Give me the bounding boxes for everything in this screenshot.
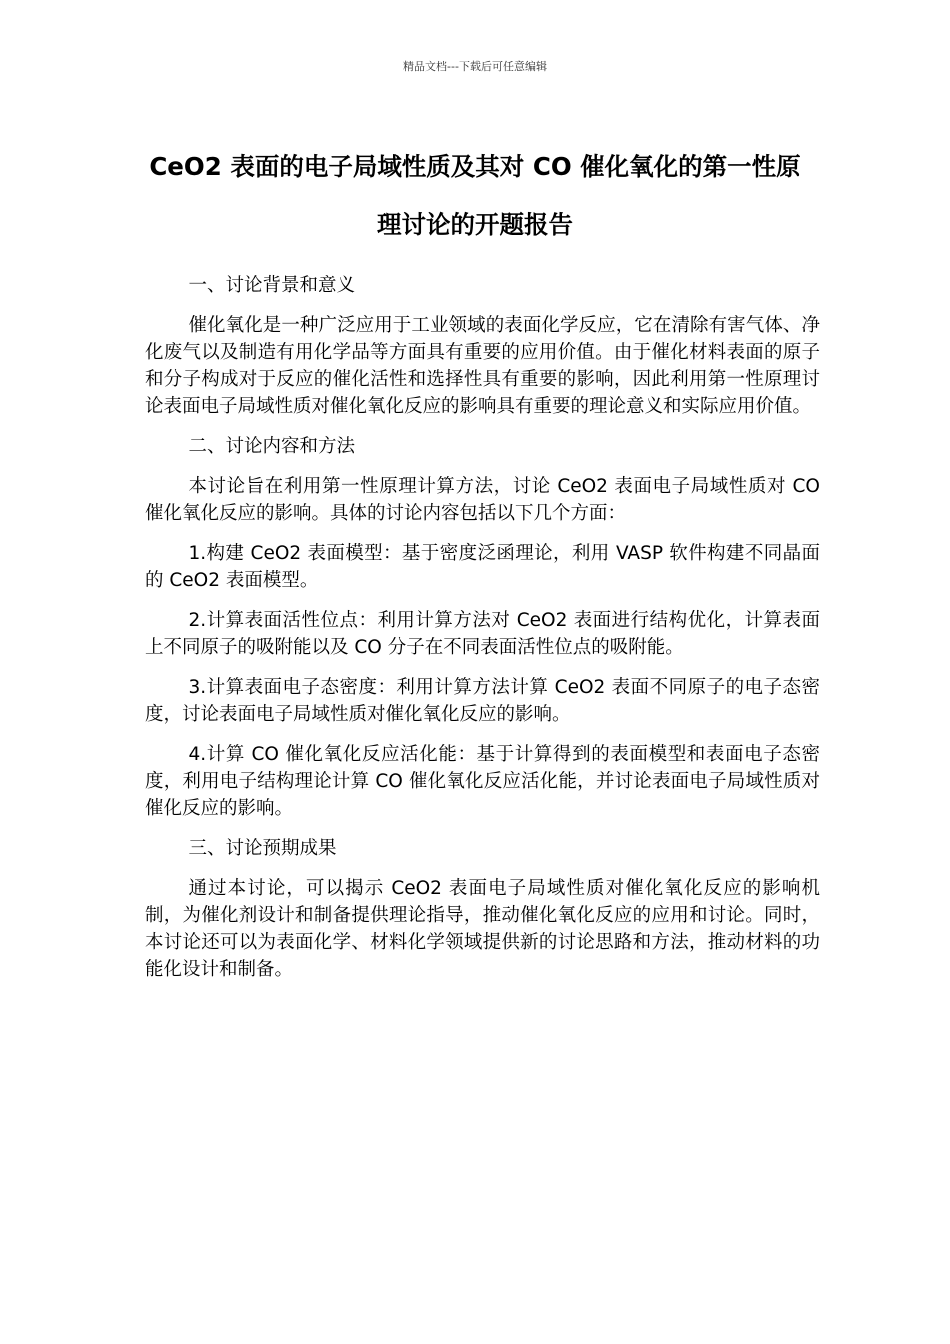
list-item-dos: 3.计算表面电子态密度：利用计算方法计算 CeO2 表面不同原子的电子态密度，讨论表面电子局域性质对催化氧化反应的影响。: [145, 677, 820, 725]
document-body: [145, 272, 820, 996]
paragraph-background: 催化氧化是一种广泛应用于工业领域的表面化学反应，它在清除有害气体、净化废气以及制造有用化学品等方面具有重要的应用价值。由于催化材料表面的原子和分子构成对于反应的催化活性和选择性具有重要的影响，因此利用第一性原理讨论表面电子局域性质对催化氧化反应的影响具有重要的理论意义和实际应用价值。: [145, 315, 820, 417]
list-item-activation-energy: 4.计算 CO 催化氧化反应活化能：基于计算得到的表面模型和表面电子态密度，利用电子结构理论计算 CO 催化氧化反应活化能，并讨论表面电子局域性质对催化反应的影响。: [145, 744, 820, 819]
section-heading-expected-results: 三、讨论预期成果: [188, 838, 337, 859]
section-heading-content-methods: 二、讨论内容和方法: [188, 436, 355, 457]
list-item-model: 1.构建 CeO2 表面模型：基于密度泛函理论，利用 VASP 软件构建不同晶面的 CeO2 表面模型。: [145, 543, 820, 591]
header-note: 精品文档---下载后可任意编辑: [403, 60, 547, 73]
document-title: CeO2 表面的电子局域性质及其对 CO 催化氧化的第一性原理讨论的开题报告: [149, 152, 801, 239]
section-heading-background: 一、讨论背景和意义: [188, 275, 355, 296]
paragraph-content-intro: 本讨论旨在利用第一性原理计算方法，讨论 CeO2 表面电子局域性质对 CO 催化氧化反应的影响。具体的讨论内容包括以下几个方面：: [145, 476, 820, 524]
list-item-active-sites: 2.计算表面活性位点：利用计算方法对 CeO2 表面进行结构优化，计算表面上不同原子的吸附能以及 CO 分子在不同表面活性位点的吸附能。: [145, 610, 820, 658]
paragraph-expected-results: 通过本讨论，可以揭示 CeO2 表面电子局域性质对催化氧化反应的影响机制，为催化剂设计和制备提供理论指导，推动催化氧化反应的应用和讨论。同时，本讨论还可以为表面化学、材料化学领域提供新的讨论思路和方法，推动材料的功能化设计和制备。: [145, 878, 820, 980]
